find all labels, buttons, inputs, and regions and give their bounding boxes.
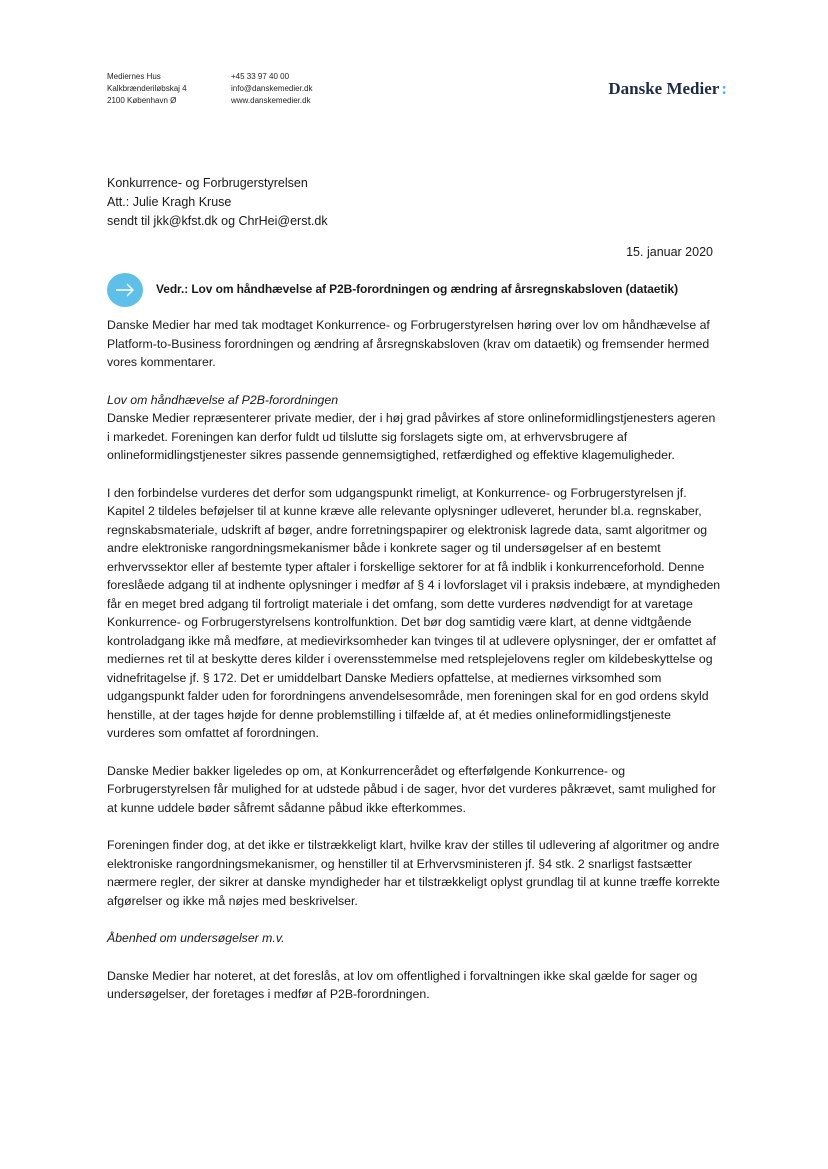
- address-line: Mediernes Hus: [107, 72, 161, 81]
- section-heading: Lov om håndhævelse af P2B-forordningen: [107, 392, 339, 407]
- logo-text: Danske Medier: [608, 79, 720, 98]
- arrow-right-icon: [107, 273, 143, 307]
- letter-body: [107, 316, 721, 1023]
- body-paragraph: Foreningen finder dog, at det ikke er tilstrækkeligt klart, hvilke krav der stilles til udlevering af algoritmer og andre elektroniske rangordningsmekanismer, og henstiller til at Erhvervsministeren jf. §4 stk. 2 snarligst fastsætter nærmere regler, der sikrer at danske myndigheder har et tilstrækkeligt oplyst grundlag til at kunne træffe korrekte afgørelser og ikke må nøjes med beskrivelser.: [107, 838, 720, 908]
- letterhead: [107, 71, 727, 111]
- phone-number: +45 33 97 40 00: [231, 72, 290, 81]
- address-line: Kalkbrænderiløbskaj 4: [107, 84, 187, 93]
- logo-colon: :: [721, 79, 727, 98]
- body-paragraph: Danske Medier bakker ligeledes op om, at Konkurrencerådet og efterfølgende Konkurrence- og Forbrugerstyrelsen får mulighed for at udstede påbud i de sager, hvor det vurderes påkrævet, samt mulighed for at kunne uddele bøder såfremt sådanne påbud ikke efterkommes.: [107, 763, 717, 815]
- website-url: www.danskemedier.dk: [231, 96, 311, 105]
- address-line: 2100 København Ø: [107, 96, 177, 105]
- danske-medier-logo: [608, 79, 727, 99]
- subject-text: Vedr.: Lov om håndhævelse af P2B-forordningen og ændring af årsregnskabsloven (dataetik): [156, 282, 678, 296]
- recipient-line: sendt til jkk@kfst.dk og ChrHei@erst.dk: [107, 214, 328, 228]
- body-paragraph: Danske Medier repræsenterer private medier, der i høj grad påvirkes af store onlineformidlingstjenesters ageren i markedet. Foreningen kan derfor fuldt ud tilslutte sig forslagets sigte om, at erhvervsbrugere af onlineformidlingstjenester sikres passende gennemsigtighed, retfærdighed og effektive klagemuligheder.: [107, 411, 716, 462]
- subject-line: [107, 273, 728, 307]
- recipient-block: [107, 174, 328, 231]
- letter-date: 15. januar 2020: [626, 245, 713, 259]
- contact-block: [231, 71, 313, 107]
- body-paragraph: Danske Medier har noteret, at det foreslås, at lov om offentlighed i forvaltningen ikke skal gælde for sager og undersøgelser, der foretages i medfør af P2B-forordningen.: [107, 968, 698, 1001]
- section-heading: Åbenhed om undersøgelser m.v.: [107, 931, 285, 945]
- intro-paragraph: Danske Medier har med tak modtaget Konkurrence- og Forbrugerstyrelsen høring over lov om håndhævelse af Platform-to-Business forordningen og ændring af årsregnskabsloven (krav om dataetik) og fremsender hermed vores kommentarer.: [107, 318, 710, 369]
- recipient-line: Konkurrence- og Forbrugerstyrelsen: [107, 176, 308, 190]
- email-address: info@danskemedier.dk: [231, 84, 313, 93]
- address-block: [107, 71, 187, 107]
- body-paragraph: I den forbindelse vurderes det derfor som udgangspunkt rimeligt, at Konkurrence- og Forbrugerstyrelsen jf. Kapitel 2 tildeles beføjelser til at kunne kræve alle relevante oplysninger udleveret, herunder bl.a. regnskaber, regnskabsmateriale, udskrift af bøger, andre forretningspapirer og elektronisk lagrede data, samt algoritmer og andre elektroniske rangordningsmekanismer både i konkrete sager og til undersøgelser af en bestemt erhvervssektor eller af bestemte typer aftaler i forskellige sektorer for at få indblik i konkurrenceforhold. Denne foreslåede adgang til at indhente oplysninger i medfør af § 4 i lovforslaget vil i praksis indebære, at myndigheden får en meget bred adgang til fortroligt materiale i det omfang, som dette vurderes nødvendigt for at varetage Konkurrence- og Forbrugerstyrelsens kontrolfunktion. Det bør dog samtidig være klart, at denne vidtgående kontroladgang ikke må medføre, at medievirksomheder kan tvinges til at udlevere oplysninger, der er omfattet af mediernes ret til at beskytte deres kilder i overensstemmelse med retsplejelovens regler om kildebeskyttelse og vidnefritagelse jf. § 172. Det er umiddelbart Danske Mediers opfattelse, at mediernes virksomhed som udgangspunkt falder uden for forordningens anvendelsesområde, men foreningen skal for en god ordens skyld henstille, at der tages højde for denne problemstilling i tilfælde af, at ét medies onlineformidlingstjeneste vurderes som omfattet af forordningen.: [107, 485, 721, 740]
- recipient-line: Att.: Julie Kragh Kruse: [107, 195, 232, 209]
